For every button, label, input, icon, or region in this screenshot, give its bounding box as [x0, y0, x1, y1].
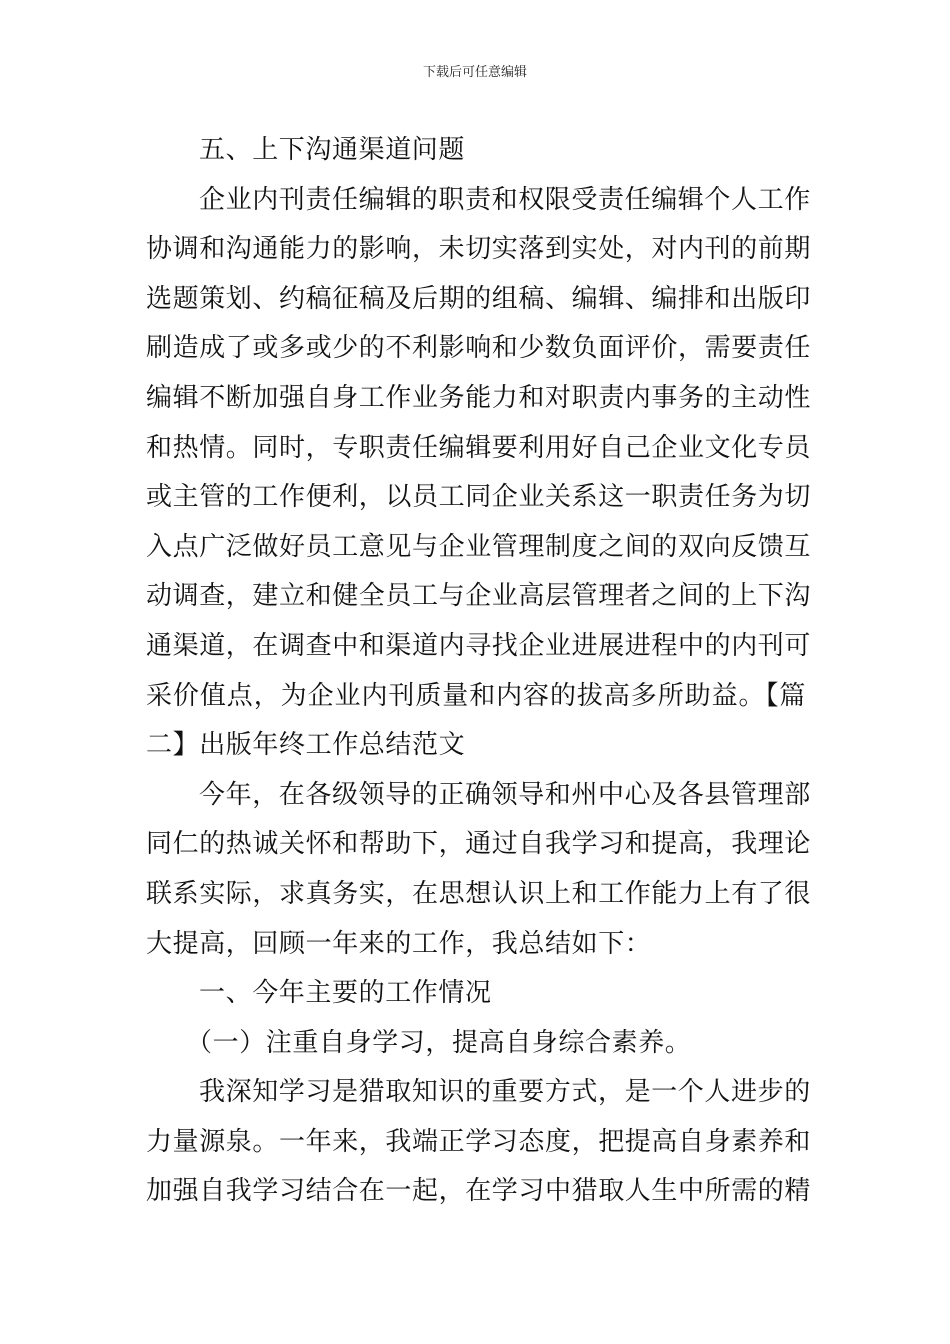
page-header: 下载后可任意编辑 [422, 65, 527, 80]
paragraph-line: 编辑不断加强自身工作业务能力和对职责内事务的主动性 [146, 382, 812, 413]
paragraph-line: 大提高，回顾一年来的工作，我总结如下： [146, 928, 652, 959]
paragraph-line: 联系实际，求真务实，在思想认识上和工作能力上有了很 [146, 878, 812, 909]
paragraph-line: 协调和沟通能力的影响，未切实落到实处，对内刊的前期 [146, 234, 812, 265]
subsection-heading: （一）注重自身学习，提高自身综合素养。 [186, 1027, 692, 1058]
paragraph-line: 通渠道，在调查中和渠道内寻找企业进展进程中的内刊可 [146, 630, 812, 661]
paragraph-line: 今年，在各级领导的正确领导和州中心及各县管理部 [199, 779, 811, 810]
paragraph-line: 采价值点，为企业内刊质量和内容的拔高多所助益。【篇 [146, 680, 806, 711]
paragraph-line: 刷造成了或多或少的不利影响和少数负面评价，需要责任 [146, 333, 812, 364]
paragraph-line: 同仁的热诚关怀和帮助下，通过自我学习和提高，我理论 [146, 829, 812, 860]
paragraph-line: 我深知学习是猎取知识的重要方式，是一个人进步的 [199, 1077, 811, 1108]
section-heading: 一、今年主要的工作情况 [199, 978, 492, 1009]
paragraph-line: 企业内刊责任编辑的职责和权限受责任编辑个人工作 [199, 184, 811, 215]
paragraph-line: 或主管的工作便利，以员工同企业关系这一职责任务为切 [146, 482, 812, 513]
paragraph-line: 二】出版年终工作总结范文 [146, 730, 466, 761]
section-heading: 五、上下沟通渠道问题 [199, 135, 466, 165]
paragraph-line: 力量源泉。一年来，我端正学习态度，把提高自身素养和 [146, 1126, 812, 1157]
paragraph-line: 加强自我学习结合在一起，在学习中猎取人生中所需的精 [146, 1176, 812, 1207]
paragraph-line: 选题策划、约稿征稿及后期的组稿、编辑、编排和出版印 [146, 283, 812, 314]
paragraph-line: 和热情。同时，专职责任编辑要利用好自己企业文化专员 [146, 432, 812, 463]
document-body [146, 126, 812, 1217]
paragraph-line: 动调查，建立和健全员工与企业高层管理者之间的上下沟 [146, 581, 812, 612]
paragraph-line: 入点广泛做好员工意见与企业管理制度之间的双向反馈互 [146, 531, 812, 562]
